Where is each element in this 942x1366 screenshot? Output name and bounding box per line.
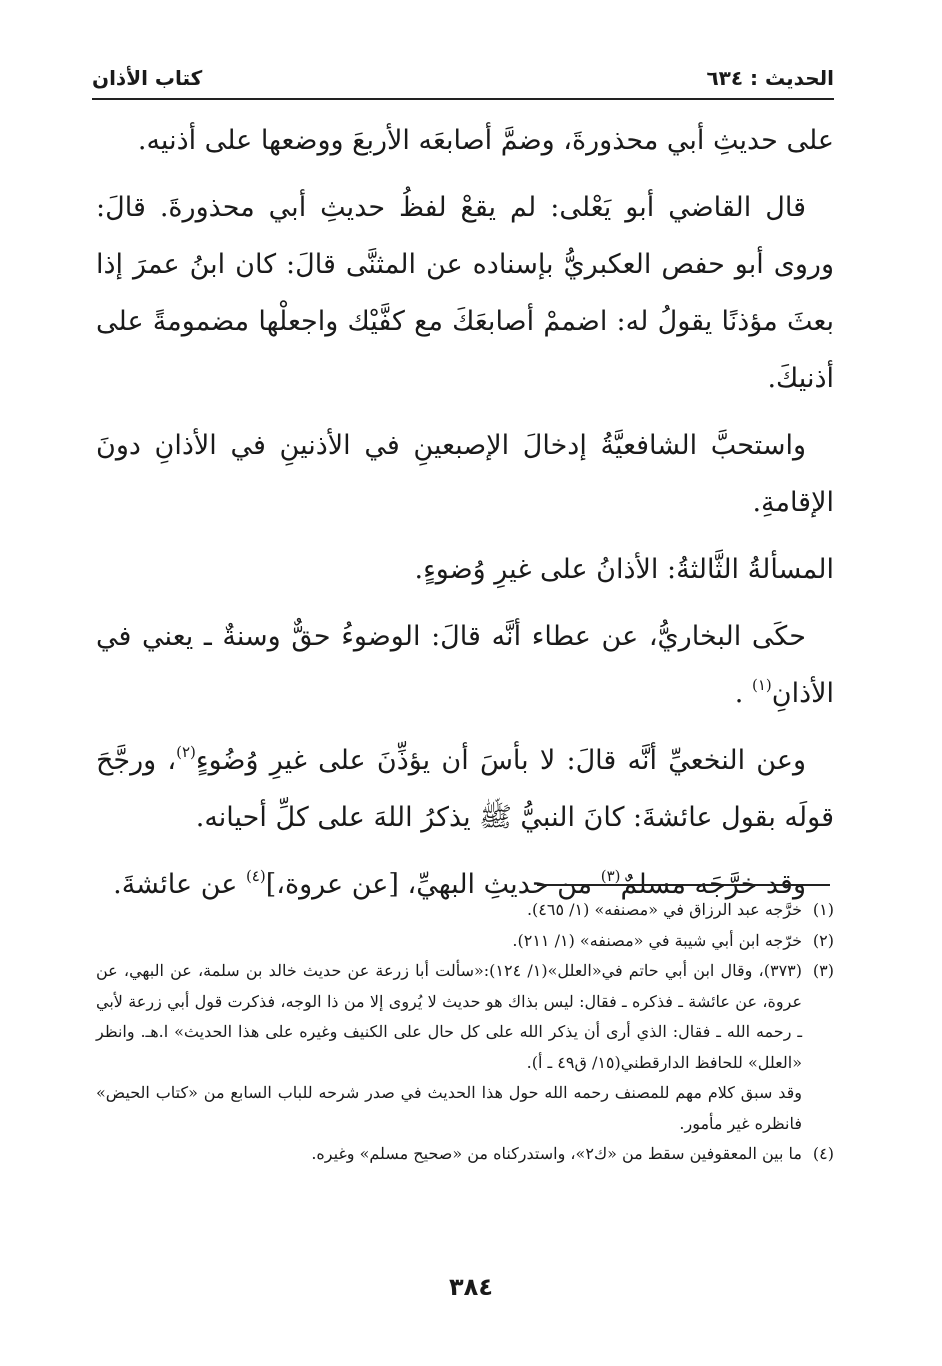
footnote-number: (٢) — [812, 930, 834, 950]
paragraph-7-text-c: عن عائشةَ. — [113, 869, 246, 900]
footnote-number: (١) — [812, 900, 834, 919]
footnote-text: (٣٧٣)، وقال ابن أبي حاتم في«العلل»(١/ ١٢٤):«سألت أبا زرعة عن حديث خالد بن سلمة، عن البهي، عن عروة، عن عائشة ـ فذكره ـ فقال: ليس بذاك هو حديث لا يُروى إلا من ذا الوجه، فذكرت قول أبي زرعة لأبي ـ رحمه الله ـ فقال: الذي أرى أن يذكر الله على كل حال على الكنيف وغيره على هذا الحديث» ا.هـ. وانظر «العلل» للحافظ الدارقطني(١٥/ ق٤٩ ـ أ). — [96, 961, 802, 1072]
paragraph-6-text-b: ، ورجَّحَ قولَه بقول عائشةَ: كانَ النبيُّ ﷺ يذكرُ اللهَ على كلِّ أحيانه. — [96, 745, 834, 833]
footnote-1 — [96, 895, 834, 926]
paragraph-6-text-a: وعن النخعيِّ أنَّه قالَ: لا بأسَ أن يؤذِّنَ على غيرِ وُضُوءٍ — [195, 745, 806, 776]
footnote-divider — [537, 884, 830, 886]
main-text — [96, 112, 834, 923]
footnote-number: (٤) — [812, 1144, 834, 1163]
paragraph-2: قال القاضي أبو يَعْلى: لم يقعْ لفظُ حديثِ أبي محذورةَ. قالَ: وروى أبو حفص العكبريُّ بإسناده عن المثنَّى قالَ: كان ابنُ عمرَ إذا بعثَ مؤذنًا يقولُ له: اضممْ أصابعَكَ مع كفَّيْك واجعلْها مضمومةً على أذنيكَ. — [96, 192, 834, 394]
paragraph-3: واستحبَّ الشافعيَّةُ إدخالَ الإصبعينِ في الأذنينِ في الأذانِ دونَ الإقامةِ. — [96, 430, 834, 518]
footnote-text: خرَّجه عبد الرزاق في «مصنفه» (١/ ٤٦٥). — [526, 900, 802, 919]
paragraph-1: على حديثِ أبي محذورةَ، وضمَّ أصابعَه الأربعَ ووضعها على أذنيه. — [137, 125, 834, 156]
footnote-ref-3: (٣) — [600, 867, 621, 885]
footnote-text: خرّجه ابن أبي شيبة في «مصنفه» (١/ ٢١١). — [512, 930, 802, 950]
footnote-text: ما بين المعقوفين سقط من «ك٢»، واستدركناه من «صحيح مسلم» وغيره. — [311, 1144, 802, 1163]
footnote-ref-1: (١) — [751, 676, 772, 694]
footnote-ref-2: (٢) — [176, 743, 196, 761]
footnote-3 — [96, 956, 834, 1078]
footnote-4 — [96, 1139, 834, 1170]
page-number: ٣٨٤ — [449, 1273, 493, 1301]
footnote-3-continuation: وقد سبق كلام مهم للمصنف رحمه الله حول هذا الحديث في صدر شرحه للباب السابع من «كتاب الحيض» فانظره غير مأمور. — [96, 1083, 802, 1133]
paragraph-5 — [96, 608, 834, 722]
paragraph-7-text-b: من حديثِ البهيِّ، [عن عروة،] — [265, 869, 601, 900]
header-divider — [92, 98, 834, 100]
paragraph-7-text-a: وقد خرَّجَه مسلمٌ — [620, 869, 806, 900]
footnote-number: (٣) — [812, 961, 834, 980]
book-title: كتاب الأذان — [92, 66, 203, 90]
paragraph-6 — [96, 732, 834, 846]
paragraph-4: المسألةُ الثَّالثةُ: الأذانُ على غيرِ وُضوءٍ. — [414, 554, 834, 585]
paragraph-5-end: . — [734, 678, 752, 709]
running-header — [92, 60, 834, 96]
paragraph-5-text: حكَى البخاريُّ، عن عطاء أنَّه قالَ: الوضوءُ حقٌّ وسنةٌ ـ يعني في الأذانِ — [96, 621, 834, 709]
footnotes — [96, 895, 834, 1170]
section-title: الحديث : ٦٣٤ — [706, 66, 834, 90]
footnote-2 — [96, 926, 834, 957]
footnote-ref-4: (٤) — [245, 867, 266, 885]
